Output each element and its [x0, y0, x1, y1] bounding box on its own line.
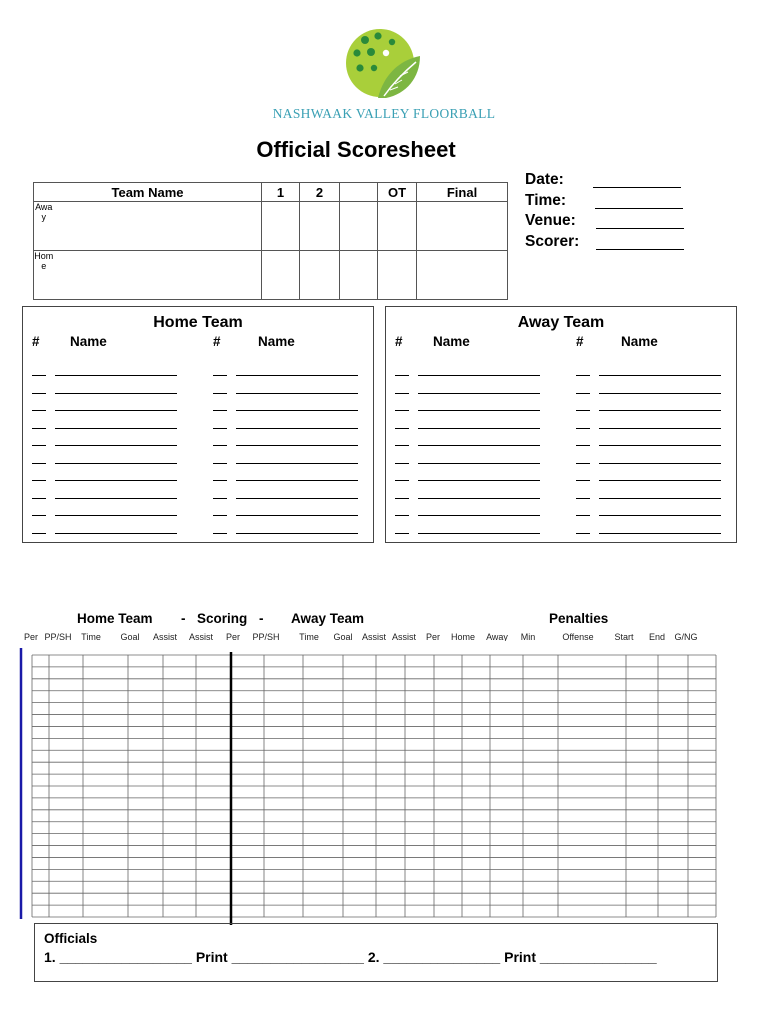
home-period-3-cell[interactable]: [340, 251, 378, 300]
scorer-field[interactable]: [525, 233, 705, 254]
officials-box: [34, 923, 718, 982]
home-roster-row: [23, 411, 373, 429]
scoring-dash-1: -: [181, 611, 186, 626]
away-final-cell[interactable]: [417, 202, 508, 251]
away-roster-row: [386, 393, 736, 411]
scoring-column-header: Goal: [120, 632, 140, 641]
scoring-column-header: Min: [520, 632, 536, 641]
away-roster-row: [386, 463, 736, 481]
away-player-name-blank[interactable]: [599, 533, 721, 534]
period-score-table: [33, 182, 508, 300]
scoring-column-header: Away: [486, 632, 508, 641]
scorer-label: Scorer:: [525, 232, 580, 250]
date-blank[interactable]: [593, 187, 681, 188]
away-number-header-1: #: [395, 334, 403, 349]
home-roster: [22, 306, 374, 543]
home-roster-row: [23, 516, 373, 534]
time-label: Time:: [525, 191, 567, 209]
date-field[interactable]: [525, 171, 705, 192]
period-2-header: 2: [300, 183, 340, 202]
home-score-row: [34, 251, 508, 300]
away-name-header-2: Name: [621, 334, 658, 349]
home-roster-row: [23, 393, 373, 411]
officials-label: Officials: [44, 931, 98, 946]
scoring-column-header: Per: [225, 632, 241, 641]
date-label: Date:: [525, 171, 564, 188]
home-final-cell[interactable]: [417, 251, 508, 300]
home-period-1-cell[interactable]: [262, 251, 300, 300]
scoring-column-header: PP/SH: [44, 632, 72, 641]
away-roster-row: [386, 428, 736, 446]
overtime-header: OT: [378, 183, 417, 202]
scoring-column-header: Assist: [152, 632, 178, 641]
scoring-column-header: Offense: [562, 632, 594, 641]
away-period-3-cell[interactable]: [340, 202, 378, 251]
away-period-2-cell[interactable]: [300, 202, 340, 251]
home-roster-row: [23, 463, 373, 481]
officials-signature-line[interactable]: 1. _________________ Print _________________ 2. _______________ Print _______________: [44, 949, 657, 965]
game-info: [525, 171, 705, 253]
time-field[interactable]: [525, 192, 705, 213]
venue-field[interactable]: [525, 212, 705, 233]
score-table-header-row: [34, 183, 508, 202]
period-3-header: [340, 183, 378, 202]
away-roster-row: [386, 411, 736, 429]
home-name-header-1: Name: [70, 334, 107, 349]
away-side-label: Away: [34, 202, 54, 251]
scoring-column-header: Start: [614, 632, 634, 641]
home-number-header-1: #: [32, 334, 40, 349]
home-roster-row: [23, 358, 373, 376]
scoring-column-header: Assist: [391, 632, 417, 641]
scoring-column-header: Per: [23, 632, 39, 641]
away-roster-row: [386, 446, 736, 464]
away-roster-row: [386, 376, 736, 394]
scoring-column-header: End: [648, 632, 666, 641]
home-number-header-2: #: [213, 334, 221, 349]
organization-name: NASHWAAK VALLEY FLOORBALL: [272, 106, 496, 121]
away-roster-title: Away Team: [517, 314, 605, 331]
scoring-column-header: Assist: [361, 632, 387, 641]
home-overtime-cell[interactable]: [378, 251, 417, 300]
venue-label: Venue:: [525, 212, 576, 229]
scoring-column-header: Time: [299, 632, 319, 641]
home-roster-title: Home Team: [153, 314, 243, 331]
away-roster-row: [386, 498, 736, 516]
away-number-header-2: #: [576, 334, 584, 349]
away-overtime-cell[interactable]: [378, 202, 417, 251]
time-blank[interactable]: [595, 208, 683, 209]
away-roster-row: [386, 481, 736, 499]
away-period-1-cell[interactable]: [262, 202, 300, 251]
scoring-column-header: Per: [425, 632, 441, 641]
home-roster-row: [23, 428, 373, 446]
home-team-name-cell[interactable]: [54, 251, 262, 300]
page-title: Official Scoresheet: [256, 137, 456, 162]
penalties-label: Penalties: [549, 611, 609, 626]
home-roster-row: [23, 481, 373, 499]
scoring-home-label: Home Team: [77, 611, 153, 626]
home-player-name-blank[interactable]: [236, 533, 358, 534]
home-player-number-blank[interactable]: [213, 533, 227, 534]
floorball-logo-icon: [340, 26, 424, 102]
away-roster-row: [386, 358, 736, 376]
scoring-away-label: Away Team: [291, 611, 365, 626]
period-1-header: 1: [262, 183, 300, 202]
away-name-header-1: Name: [433, 334, 470, 349]
team-name-header: Team Name: [34, 183, 262, 202]
final-header: Final: [417, 183, 508, 202]
scoring-dash-2: -: [259, 611, 264, 626]
away-roster-row: [386, 516, 736, 534]
home-roster-row: [23, 446, 373, 464]
home-roster-row: [23, 498, 373, 516]
scoring-column-header: Goal: [333, 632, 353, 641]
scoring-column-header: G/NG: [674, 632, 698, 641]
scoring-column-header: PP/SH: [252, 632, 280, 641]
scoring-column-header: Assist: [188, 632, 214, 641]
away-roster: [385, 306, 737, 543]
scoring-label: Scoring: [197, 611, 248, 626]
home-roster-row: [23, 376, 373, 394]
away-score-row: [34, 202, 508, 251]
scorer-blank[interactable]: [596, 249, 684, 250]
home-side-label: Home: [34, 251, 54, 300]
away-player-number-blank[interactable]: [576, 533, 590, 534]
home-name-header-2: Name: [258, 334, 295, 349]
scoring-column-header: Home: [450, 632, 476, 641]
home-period-2-cell[interactable]: [300, 251, 340, 300]
venue-blank[interactable]: [596, 228, 684, 229]
scoring-column-header: Time: [81, 632, 101, 641]
away-team-name-cell[interactable]: [54, 202, 262, 251]
